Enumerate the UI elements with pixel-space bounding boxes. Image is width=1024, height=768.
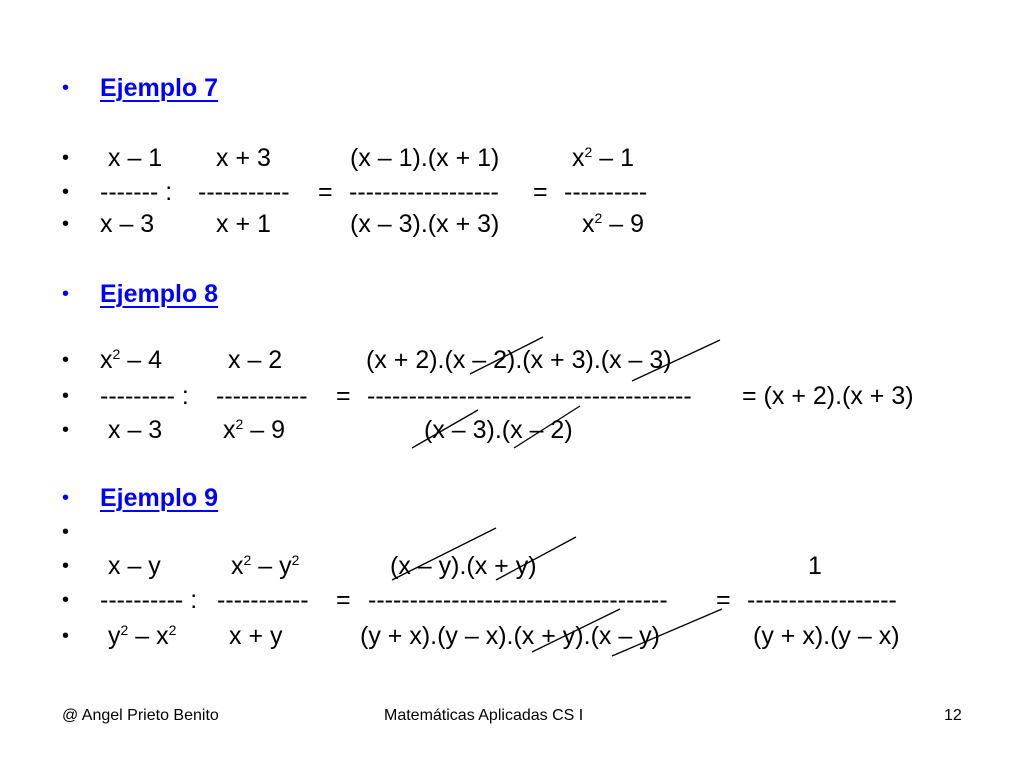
ex8-bar-b: ----------- — [216, 382, 308, 410]
bullet: • — [62, 77, 70, 99]
ex9-bar-d: ------------------ — [747, 586, 897, 614]
bullet: • — [62, 349, 70, 371]
bullet: • — [62, 181, 70, 203]
ex8-den-b: $x^2 - 9$ — [223, 416, 285, 444]
ex7-den-b: x + 1 — [216, 210, 271, 238]
example-8-title: Ejemplo 8 — [100, 280, 219, 308]
footer-author: @ Angel Prieto Benito — [62, 707, 219, 724]
ex8-num-a: $x^2 - 4$ — [100, 346, 162, 374]
bullet: • — [62, 419, 70, 441]
ex7-bar-d: ---------- — [564, 178, 648, 206]
ex8-bar-c: --------------------------------------- — [367, 382, 692, 410]
bullet: • — [62, 555, 70, 577]
bullet: • — [62, 283, 70, 305]
ex8-den-c: (x – 3).(x – 2) — [424, 416, 573, 444]
ex7-equals-1: = — [318, 178, 333, 206]
footer-page-number: 12 — [944, 707, 962, 724]
bullet: • — [62, 385, 70, 407]
ex7-num-c: (x – 1).(x + 1) — [350, 144, 500, 172]
ex8-result: = (x + 2).(x + 3) — [742, 382, 914, 410]
ex9-den-d: (y + x).(y – x) — [753, 622, 900, 650]
ex7-bar-a: ------- : — [100, 178, 173, 206]
ex9-num-b: $x^2 - y^2$ — [231, 552, 300, 580]
ex9-num-c: (x – y).(x + y) — [390, 552, 537, 580]
ex7-num-a: x – 1 — [108, 144, 163, 172]
ex9-bar-c: ------------------------------------ — [368, 586, 668, 614]
ex7-bar-b: ----------- — [198, 178, 290, 206]
ex9-den-c: (y + x).(y – x).(x + y).(x – y) — [360, 622, 661, 650]
bullet: • — [62, 521, 70, 543]
bullet: • — [62, 213, 70, 235]
bullet: • — [62, 487, 70, 509]
ex8-bar-a: --------- : — [100, 382, 189, 410]
ex8-num-c: (x + 2).(x – 2).(x + 3).(x – 3) — [366, 346, 672, 374]
ex7-den-c: (x – 3).(x + 3) — [350, 210, 500, 238]
ex9-num-d: 1 — [808, 552, 822, 580]
ex7-num-d: $x^2 - 1$ — [572, 144, 634, 172]
ex7-den-d: $x^2 - 9$ — [582, 210, 644, 238]
ex9-den-a: $y^2 - x^2$ — [108, 622, 177, 650]
ex7-num-b: x + 3 — [216, 144, 271, 172]
footer-course: Matemáticas Aplicadas CS I — [384, 707, 584, 724]
ex9-equals-1: = — [336, 586, 351, 614]
ex7-bar-c: ------------------ — [349, 178, 499, 206]
example-9-title: Ejemplo 9 — [100, 484, 219, 512]
ex9-num-a: x – y — [108, 552, 161, 580]
ex7-den-a: x – 3 — [100, 210, 155, 238]
ex9-equals-2: = — [716, 586, 731, 614]
ex8-den-a: x – 3 — [108, 416, 163, 444]
ex7-equals-2: = — [533, 178, 548, 206]
ex9-bar-b: ----------- — [217, 586, 309, 614]
bullet: • — [62, 625, 70, 647]
ex9-bar-a: ---------- : — [100, 586, 198, 614]
ex8-num-b: x – 2 — [228, 346, 283, 374]
bullet: • — [62, 589, 70, 611]
example-7-title: Ejemplo 7 — [100, 74, 219, 102]
bullet: • — [62, 147, 70, 169]
ex9-den-b: x + y — [229, 622, 283, 650]
ex8-equals-1: = — [336, 382, 351, 410]
